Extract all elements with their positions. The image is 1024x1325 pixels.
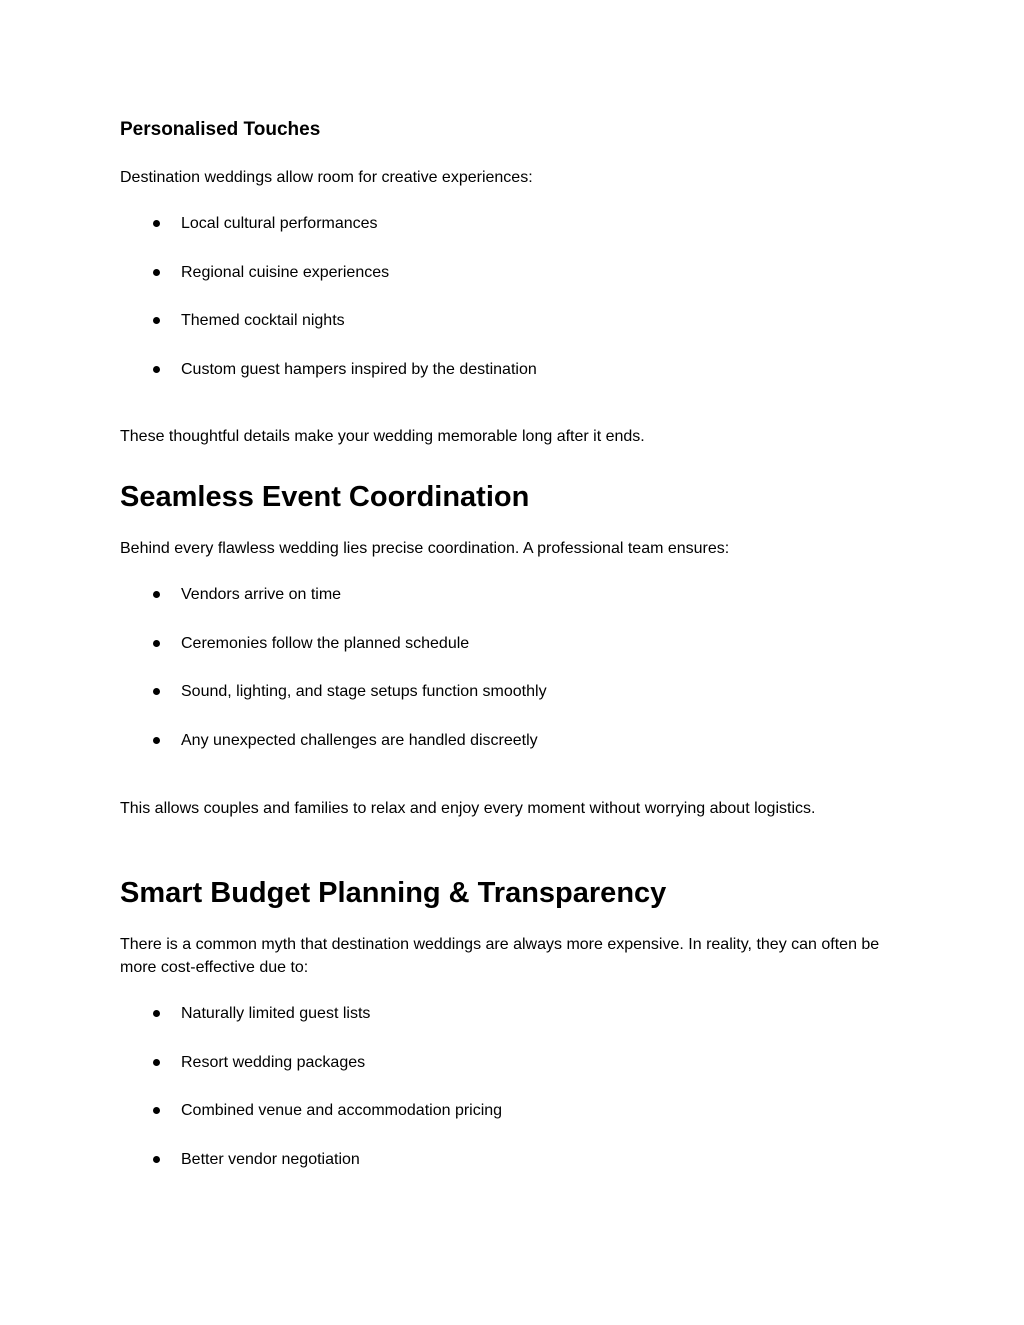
bullet-list-event-coordination xyxy=(120,583,904,752)
list-item: Naturally limited guest lists xyxy=(120,1002,904,1025)
paragraph-common-myth: There is a common myth that destination weddings are always more expensive. In reality, they can often be more cost-effective due to: xyxy=(120,936,880,976)
section-heading-smart-budget-planning: Smart Budget Planning & Transparency xyxy=(120,877,667,909)
list-item: Custom guest hampers inspired by the destination xyxy=(120,358,904,381)
list-item: Combined venue and accommodation pricing xyxy=(120,1099,904,1122)
paragraph-behind-every-wedding: Behind every flawless wedding lies precise coordination. A professional team ensures: xyxy=(120,540,730,557)
list-item: Regional cuisine experiences xyxy=(120,261,904,284)
bullet-list-budget-planning xyxy=(120,1002,904,1171)
list-item: Any unexpected challenges are handled discreetly xyxy=(120,729,904,752)
section-heading-seamless-event-coordination: Seamless Event Coordination xyxy=(120,481,530,513)
list-item: Local cultural performances xyxy=(120,212,904,235)
paragraph-thoughtful-details: These thoughtful details make your wedding memorable long after it ends. xyxy=(120,428,645,445)
paragraph-creative-experiences: Destination weddings allow room for creative experiences: xyxy=(120,169,533,186)
list-item: Themed cocktail nights xyxy=(120,309,904,332)
section-heading-personalised-touches: Personalised Touches xyxy=(120,119,321,140)
list-item: Vendors arrive on time xyxy=(120,583,904,606)
list-item: Better vendor negotiation xyxy=(120,1148,904,1171)
list-item: Ceremonies follow the planned schedule xyxy=(120,632,904,655)
paragraph-relax-enjoy: This allows couples and families to relax and enjoy every moment without worrying about logistics. xyxy=(120,800,816,817)
list-item: Sound, lighting, and stage setups function smoothly xyxy=(120,680,904,703)
bullet-list-personalised-touches xyxy=(120,212,904,381)
list-item: Resort wedding packages xyxy=(120,1051,904,1074)
